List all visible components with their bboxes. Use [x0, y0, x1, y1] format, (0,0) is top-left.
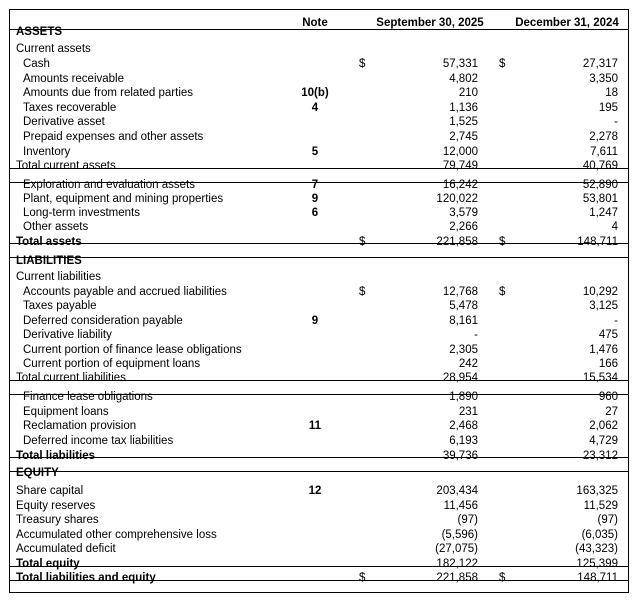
line-item-label: Total current liabilities — [16, 372, 126, 384]
statement-row — [10, 499, 628, 513]
note-reference: 12 — [308, 485, 322, 497]
period-2-value: 4,729 — [589, 435, 618, 447]
statement-row — [10, 484, 628, 498]
statement-row — [10, 419, 628, 433]
line-item-label: Deferred consideration payable — [23, 315, 183, 327]
period-1-value: 12,000 — [442, 146, 478, 158]
period-1-value: 8,161 — [449, 315, 478, 327]
period-1-value: 11,456 — [443, 500, 478, 512]
note-reference: 11 — [308, 420, 322, 432]
rule-line — [10, 182, 628, 183]
period-2-value: 166 — [598, 358, 618, 370]
period-2-value: (43,323) — [575, 543, 618, 555]
statement-row — [10, 513, 628, 527]
rule-line — [10, 257, 628, 258]
line-item-label: Long-term investments — [23, 207, 140, 219]
period-1-value: (5,596) — [441, 529, 478, 541]
statement-row — [10, 449, 628, 463]
currency-symbol: $ — [499, 58, 506, 70]
statement-row — [10, 72, 628, 86]
statement-row — [10, 285, 628, 299]
statement-row — [10, 57, 628, 71]
period-2-value: 2,278 — [589, 131, 618, 143]
period-2-value: 27,317 — [582, 58, 618, 70]
statement-row — [10, 220, 628, 234]
period-1-value: 39,736 — [442, 450, 478, 462]
statement-row — [10, 371, 628, 385]
period-2-value: 53,801 — [582, 193, 618, 205]
line-item-label: Finance lease obligations — [23, 391, 153, 403]
period-1-value: 16,242 — [442, 179, 478, 191]
period-2-value: 27 — [605, 406, 618, 418]
balance-sheet-frame — [9, 9, 629, 593]
line-item-label: EQUITY — [16, 467, 59, 479]
period-2-value: 40,769 — [582, 160, 618, 172]
period-2-value: - — [614, 315, 618, 327]
rule-line — [10, 380, 628, 381]
currency-symbol: $ — [359, 286, 366, 298]
period-1-value: - — [474, 329, 478, 341]
statement-row — [10, 42, 628, 56]
statement-row — [10, 299, 628, 313]
period-2-value: 125,399 — [576, 558, 618, 570]
line-item-label: Share capital — [16, 485, 84, 497]
line-item-label: Taxes payable — [23, 300, 97, 312]
period-2-value: 960 — [598, 391, 618, 403]
rule-line — [10, 168, 628, 169]
line-item-label: LIABILITIES — [16, 255, 82, 267]
statement-row — [10, 130, 628, 144]
statement-row — [10, 390, 628, 404]
period-1-value: 5,478 — [449, 300, 478, 312]
period-2-value: 1,247 — [589, 207, 618, 219]
period-2-value: 475 — [598, 329, 618, 341]
period-1-value: (27,075) — [435, 543, 478, 555]
line-item-label: Total assets — [16, 236, 82, 248]
line-item-label: Amounts due from related parties — [23, 87, 194, 99]
period-1-value: 12,768 — [442, 286, 478, 298]
period-1-value: 1,890 — [449, 391, 478, 403]
period-1-column-header: September 30, 2025 — [376, 17, 484, 29]
statement-row — [10, 101, 628, 115]
line-item-label: Accounts payable and accrued liabilities — [23, 286, 227, 298]
statement-row — [10, 328, 628, 342]
line-item-label: Total equity — [16, 558, 80, 570]
period-2-value: 10,292 — [582, 286, 618, 298]
statement-row — [10, 557, 628, 571]
period-1-value: 6,193 — [449, 435, 478, 447]
period-1-value: 79,749 — [442, 160, 478, 172]
period-1-value: 1,525 — [449, 116, 478, 128]
period-2-value: 11,529 — [583, 500, 618, 512]
statement-row — [10, 25, 628, 39]
period-1-value: 2,468 — [449, 420, 478, 432]
period-1-value: 28,954 — [442, 372, 478, 384]
period-2-value: 2,062 — [589, 420, 618, 432]
line-item-label: Treasury shares — [16, 514, 99, 526]
statement-row — [10, 528, 628, 542]
period-2-value: 148,711 — [577, 572, 618, 584]
note-reference: 10(b) — [301, 87, 329, 99]
period-1-value: 210 — [458, 87, 478, 99]
period-1-value: 182,122 — [436, 558, 478, 570]
rule-line — [10, 457, 628, 458]
period-2-value: (97) — [597, 514, 618, 526]
statement-row — [10, 159, 628, 173]
period-1-value: 57,331 — [442, 58, 478, 70]
currency-symbol: $ — [359, 236, 366, 248]
note-reference: 6 — [311, 207, 319, 219]
line-item-label: Current assets — [16, 43, 91, 55]
line-item-label: Current portion of equipment loans — [23, 358, 201, 370]
statement-row — [10, 542, 628, 556]
statement-row — [10, 86, 628, 100]
period-1-value: (97) — [457, 514, 478, 526]
period-2-value: 3,125 — [589, 300, 618, 312]
period-1-value: 221,858 — [436, 236, 478, 248]
period-2-value: 52,890 — [582, 179, 618, 191]
statement-row — [10, 343, 628, 357]
period-2-value: 163,325 — [576, 485, 618, 497]
period-1-value: 4,802 — [449, 73, 478, 85]
statement-row — [10, 405, 628, 419]
period-2-value: 4 — [611, 221, 618, 233]
rule-line — [10, 29, 628, 30]
period-1-value: 231 — [458, 406, 478, 418]
line-item-label: Exploration and evaluation assets — [23, 179, 195, 191]
statement-row — [10, 571, 628, 585]
currency-symbol: $ — [499, 236, 506, 248]
rule-line — [10, 471, 628, 472]
period-1-value: 2,305 — [449, 344, 478, 356]
statement-row — [10, 434, 628, 448]
note-reference: 9 — [311, 193, 319, 205]
line-item-label: Equity reserves — [16, 500, 96, 512]
currency-symbol: $ — [499, 572, 506, 584]
line-item-label: Total liabilities and equity — [16, 572, 156, 584]
rule-line — [10, 580, 628, 581]
period-2-value: 15,534 — [582, 372, 618, 384]
period-2-value: 23,312 — [582, 450, 618, 462]
statement-row — [10, 178, 628, 192]
statement-row — [10, 466, 628, 480]
period-1-value: 120,022 — [436, 193, 478, 205]
statement-row — [10, 206, 628, 220]
rule-line — [10, 566, 628, 567]
statement-row — [10, 145, 628, 159]
statement-row — [10, 192, 628, 206]
period-2-column-header: December 31, 2024 — [515, 17, 619, 29]
note-reference: 4 — [311, 102, 319, 114]
period-1-value: 221,858 — [436, 572, 478, 584]
line-item-label: Current liabilities — [16, 271, 102, 283]
line-item-label: Plant, equipment and mining properties — [23, 193, 224, 205]
period-2-value: 18 — [605, 87, 618, 99]
note-reference: 7 — [311, 179, 319, 191]
currency-symbol: $ — [359, 58, 366, 70]
statement-row — [10, 314, 628, 328]
period-1-value: 1,136 — [449, 102, 478, 114]
period-1-value: 242 — [458, 358, 478, 370]
note-reference: 5 — [311, 146, 319, 158]
line-item-label: Amounts receivable — [23, 73, 124, 85]
line-item-label: Derivative liability — [23, 329, 112, 341]
line-item-label: Inventory — [23, 146, 71, 158]
statement-row — [10, 357, 628, 371]
note-reference: 9 — [311, 315, 319, 327]
period-1-value: 3,579 — [449, 207, 478, 219]
period-2-value: 148,711 — [577, 236, 618, 248]
period-2-value: - — [614, 116, 618, 128]
line-item-label: Deferred income tax liabilities — [23, 435, 174, 447]
line-item-label: Current portion of finance lease obligations — [23, 344, 242, 356]
note-column-header: Note — [302, 17, 328, 29]
line-item-label: Total liabilities — [16, 450, 96, 462]
period-1-value: 2,266 — [449, 221, 478, 233]
period-1-value: 2,745 — [449, 131, 478, 143]
statement-row — [10, 235, 628, 249]
line-item-label: Total current assets — [16, 160, 116, 172]
line-item-label: Cash — [23, 58, 50, 70]
period-2-value: 195 — [598, 102, 618, 114]
line-item-label: ASSETS — [16, 26, 63, 38]
line-item-label: Other assets — [23, 221, 89, 233]
currency-symbol: $ — [359, 572, 366, 584]
statement-row — [10, 115, 628, 129]
period-2-value: 7,611 — [590, 146, 618, 158]
line-item-label: Equipment loans — [23, 406, 109, 418]
period-2-value: 1,476 — [589, 344, 618, 356]
rule-line — [10, 394, 628, 395]
period-2-value: 3,350 — [589, 73, 618, 85]
rule-line — [10, 243, 628, 244]
line-item-label: Accumulated other comprehensive loss — [16, 529, 217, 541]
period-2-value: (6,035) — [581, 529, 618, 541]
statement-row — [10, 270, 628, 284]
line-item-label: Taxes recoverable — [23, 102, 117, 114]
currency-symbol: $ — [499, 286, 506, 298]
line-item-label: Reclamation provision — [23, 420, 137, 432]
line-item-label: Prepaid expenses and other assets — [23, 131, 204, 143]
line-item-label: Accumulated deficit — [16, 543, 116, 555]
line-item-label: Derivative asset — [23, 116, 105, 128]
period-1-value: 203,434 — [436, 485, 478, 497]
